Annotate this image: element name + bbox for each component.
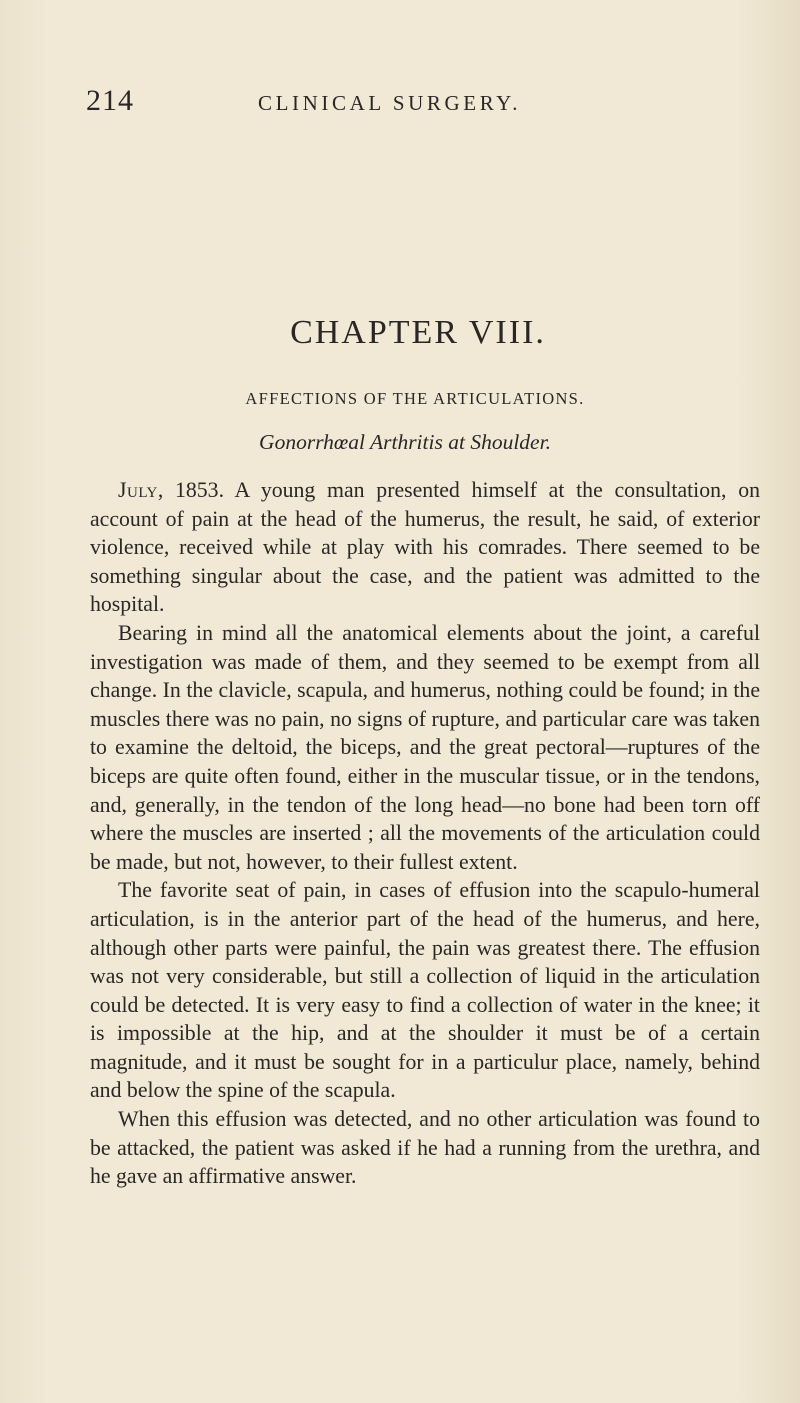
paragraph: [90, 1105, 760, 1191]
running-head: [86, 84, 726, 124]
paragraph-text: The favorite seat of pain, in cases of effusion into the scapulo-humeral articulation, is in the anterior part of the head of the humerus, and here, although other parts were painful, the pain was greatest there. The effusion was not very considerable, but still a collection of liquid in the articulation could be detected. It is very easy to find a collection of water in the knee; it is impossible at the hip, and at the shoulder it must be of a certain magnitude, and it must be sought for in a particulur place, namely, behind and below the spine of the scapula.: [90, 878, 760, 1103]
paragraph-text: When this effusion was detected, and no other articulation was found to be attacked, the patient was asked if he had a running from the urethra, and he gave an affirmative answer.: [90, 1107, 760, 1189]
paragraph-text: , 1853. A young man presented himself at the consultation, on account of pain at the head of the humerus, the result, he said, of exterior violence, received while at play with his comrades. There seemed to be something singular about the case, and the patient was admitted to the hospital.: [90, 478, 760, 617]
paragraph: [90, 876, 760, 1105]
chapter-title: CHAPTER VIII.: [290, 314, 546, 351]
paragraph-lead: July: [118, 478, 158, 502]
body-text: [90, 476, 760, 1191]
paragraph: [90, 476, 760, 619]
running-title: CLINICAL SURGERY.: [258, 91, 522, 115]
subsection-title: Gonorrhœal Arthritis at Shoulder.: [259, 430, 551, 454]
paragraph-text: Bearing in mind all the anatomical elements about the joint, a careful investigation was made of them, and they seemed to be exempt from all change. In the clavicle, scapula, and humerus, nothing could be found; in the muscles there was no pain, no signs of rupture, and particular care was taken to examine the deltoid, the biceps, and the great pectoral—ruptures of the biceps are quite often found, either in the muscular tissue, or in the tendons, and, generally, in the tendon of the long head—no bone had been torn off where the muscles are inserted ; all the movements of the articulation could be made, but not, however, to their fullest extent.: [90, 620, 760, 874]
page-number: 214: [86, 84, 134, 117]
paragraph: [90, 619, 760, 876]
section-title: AFFECTIONS OF THE ARTICULATIONS.: [245, 389, 585, 408]
